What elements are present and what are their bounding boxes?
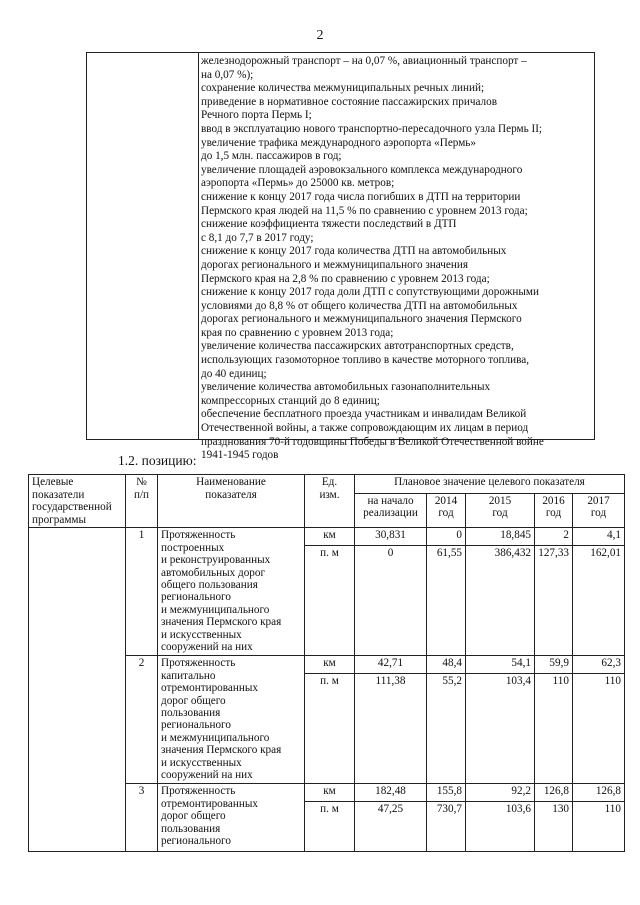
- value-cell: 730,7: [427, 802, 466, 852]
- description-line: регионального: [161, 834, 231, 847]
- value-cell: 47,25: [355, 802, 427, 852]
- header-year-label: год: [438, 507, 454, 520]
- value-cell: 126,8: [535, 784, 573, 802]
- value-cell: 4,1: [573, 528, 625, 546]
- continuation-line: приведение в нормативное состояние пассажирских причалов: [201, 95, 497, 108]
- continuation-line: снижение к концу 2017 года доли ДТП с сопутствующими дорожными: [201, 286, 539, 299]
- continuation-line: Пермского края на 2,8 % по сравнению с уровнем 2013 года;: [201, 272, 490, 285]
- continuation-line: Пермского края людей на 11,5 % по сравнению с уровнем 2013 года;: [201, 204, 528, 217]
- value-cell: 110: [573, 674, 625, 784]
- continuation-line: снижение к концу 2017 года числа погибших в ДТП на территории: [201, 190, 521, 203]
- value-cell: 127,33: [535, 546, 573, 656]
- column-divider: [198, 53, 199, 439]
- value-cell: 54,1: [466, 656, 535, 674]
- header-year-number: 2017: [587, 494, 610, 507]
- header-indicators-line: государственной: [32, 501, 112, 514]
- header-number-line: п/п: [133, 488, 150, 501]
- header-start: [355, 493, 427, 528]
- section-title: 1.2. позицию:: [118, 453, 197, 468]
- continuation-line: увеличение количества автомобильных газонаполнительных: [201, 381, 491, 394]
- unit-cell: п. м: [305, 674, 355, 784]
- header-indicators-line: программы: [32, 513, 86, 526]
- description-line: построенных: [161, 541, 225, 554]
- header-indicators: [29, 475, 126, 528]
- header-year-number: 2016: [542, 494, 565, 507]
- value-cell: 92,2: [466, 784, 535, 802]
- value-cell: 103,6: [466, 802, 535, 852]
- header-name: [158, 475, 305, 528]
- value-cell: 0: [427, 528, 466, 546]
- value-cell: 62,3: [573, 656, 625, 674]
- value-cell: 155,8: [427, 784, 466, 802]
- value-cell: 110: [573, 802, 625, 852]
- header-year-label: год: [492, 507, 508, 520]
- description-line: регионального: [161, 719, 231, 732]
- row-number: 3: [126, 784, 158, 852]
- continuation-line: до 1,5 млн. пассажиров в год;: [201, 150, 342, 163]
- unit-cell: п. м: [305, 802, 355, 852]
- value-cell: 61,55: [427, 546, 466, 656]
- header-year-number: 2014: [434, 494, 458, 507]
- description-line: общего пользования: [161, 578, 258, 591]
- value-cell: 59,9: [535, 656, 573, 674]
- value-cell: 111,38: [355, 674, 427, 784]
- value-cell: 162,01: [573, 546, 625, 656]
- continuation-line: до 40 единиц;: [201, 367, 267, 380]
- continuation-line: снижение коэффициента тяжести последствий в ДТП: [201, 218, 457, 231]
- description-line: сооружений на них: [161, 768, 253, 781]
- description-line: Протяженность: [161, 785, 236, 798]
- value-cell: 130: [535, 802, 573, 852]
- continuation-line: увеличение площадей аэровокзального комплекса международного: [201, 163, 523, 176]
- header-unit: [305, 475, 355, 528]
- continuation-line: на 0,07 %);: [201, 68, 254, 81]
- description-line: дорог общего: [161, 694, 226, 707]
- unit-cell: км: [305, 528, 355, 546]
- continuation-line: ввод в эксплуатацию нового транспортно-пересадочного узла Пермь II;: [201, 122, 543, 135]
- description-line: Протяженность: [161, 529, 236, 542]
- value-cell: 55,2: [427, 674, 466, 784]
- row-number: 2: [126, 656, 158, 784]
- continuation-line: компрессорных станций до 8 единиц;: [201, 394, 380, 407]
- value-cell: 103,4: [466, 674, 535, 784]
- description-line: и искусственных: [161, 628, 242, 641]
- continuation-line: условиями до 8,8 % от общего количества ДТП на автомобильных: [201, 299, 518, 312]
- header-year-label: год: [590, 507, 607, 520]
- description-line: отремонтированных: [161, 682, 258, 695]
- header-name-line: Наименование: [196, 476, 266, 488]
- header-number-line: №: [136, 476, 147, 488]
- header-start-line: реализации: [363, 507, 418, 520]
- continuation-line: 1941-1945 годов: [201, 449, 279, 462]
- header-year: [573, 493, 625, 528]
- header-indicators-line: показатели: [32, 488, 85, 501]
- indicator-description: [158, 528, 305, 656]
- description-line: сооружений на них: [161, 640, 253, 653]
- description-line: и межмуниципального: [161, 731, 270, 744]
- value-cell: 42,71: [355, 656, 427, 674]
- continuation-line: Речного порта Пермь I;: [201, 109, 312, 122]
- unit-cell: км: [305, 656, 355, 674]
- description-line: значения Пермского края: [161, 616, 282, 629]
- continuation-line: аэропорта «Пермь» до 25000 кв. метров;: [201, 177, 395, 190]
- value-cell: 18,845: [466, 528, 535, 546]
- indicator-description: [158, 656, 305, 784]
- continuation-line: сохранение количества межмуниципальных речных линий;: [201, 82, 485, 95]
- indicators-cell: [29, 528, 126, 852]
- description-line: пользования: [161, 822, 221, 835]
- continuation-line: обеспечение бесплатного проезда участникам и инвалидам Великой: [201, 408, 527, 421]
- header-plan: Плановое значение целевого показателя: [355, 475, 625, 494]
- continuation-line: дорогах регионального и межмуниципального значения: [201, 258, 468, 271]
- continuation-line: железнодорожный транспорт – на 0,07 %, авиационный транспорт –: [201, 55, 527, 67]
- description-line: значения Пермского края: [161, 744, 282, 757]
- continuation-line: с 8,1 до 7,7 в 2017 году;: [201, 231, 314, 244]
- header-year: [535, 493, 573, 528]
- value-cell: 182,48: [355, 784, 427, 802]
- header-name-line: показателя: [205, 488, 257, 501]
- table-row: [29, 528, 625, 546]
- continuation-line: края по сравнению с уровнем 2013 года;: [201, 326, 394, 339]
- value-cell: 0: [355, 546, 427, 656]
- value-cell: 30,831: [355, 528, 427, 546]
- description-line: пользования: [161, 706, 221, 719]
- description-line: и реконструированных: [161, 554, 271, 567]
- description-line: дорог общего: [161, 810, 226, 823]
- continuation-line: Отечественной войны, а также сопровождающим их лицам в период: [201, 422, 529, 435]
- unit-cell: км: [305, 784, 355, 802]
- continuation-line: увеличение количества пассажирских автотранспортных средств,: [201, 340, 514, 353]
- header-unit-line: Ед.: [321, 476, 338, 488]
- value-cell: 2: [535, 528, 573, 546]
- description-line: Протяженность: [161, 657, 236, 670]
- header-year: [427, 493, 466, 528]
- header-year: [466, 493, 535, 528]
- description-line: и межмуниципального: [161, 603, 270, 616]
- header-indicators-line: Целевые: [32, 476, 74, 488]
- unit-cell: п. м: [305, 546, 355, 656]
- indicators-table: [28, 474, 625, 852]
- header-year-label: год: [545, 507, 562, 520]
- continuation-line: дорогах регионального и межмуниципального значения Пермского: [201, 313, 522, 326]
- header-year-number: 2015: [488, 494, 512, 507]
- continuation-line: празднования 70-й годовщины Победы в Великой Отечественной войне: [201, 435, 544, 448]
- description-line: капитально: [161, 669, 216, 682]
- continuation-text: [201, 55, 593, 463]
- header-start-line: на начало: [367, 494, 414, 507]
- header-number: [126, 475, 158, 528]
- description-line: отремонтированных: [161, 797, 258, 810]
- row-number: 1: [126, 528, 158, 656]
- page-number: 2: [316, 28, 324, 43]
- value-cell: 126,8: [573, 784, 625, 802]
- value-cell: 386,432: [466, 546, 535, 656]
- continuation-line: использующих газомоторное топливо в качестве моторного топлива,: [201, 354, 530, 367]
- value-cell: 48,4: [427, 656, 466, 674]
- header-row: [29, 475, 625, 494]
- indicator-description: [158, 784, 305, 852]
- description-line: автомобильных дорог: [161, 566, 266, 579]
- header-unit-line: изм.: [319, 488, 340, 501]
- continuation-line: увеличение трафика международного аэропорта «Пермь»: [201, 136, 476, 149]
- continuation-line: снижение к концу 2017 года количества ДТП на автомобильных: [201, 245, 507, 258]
- value-cell: 110: [535, 674, 573, 784]
- description-line: регионального: [161, 591, 231, 604]
- description-line: и искусственных: [161, 756, 242, 769]
